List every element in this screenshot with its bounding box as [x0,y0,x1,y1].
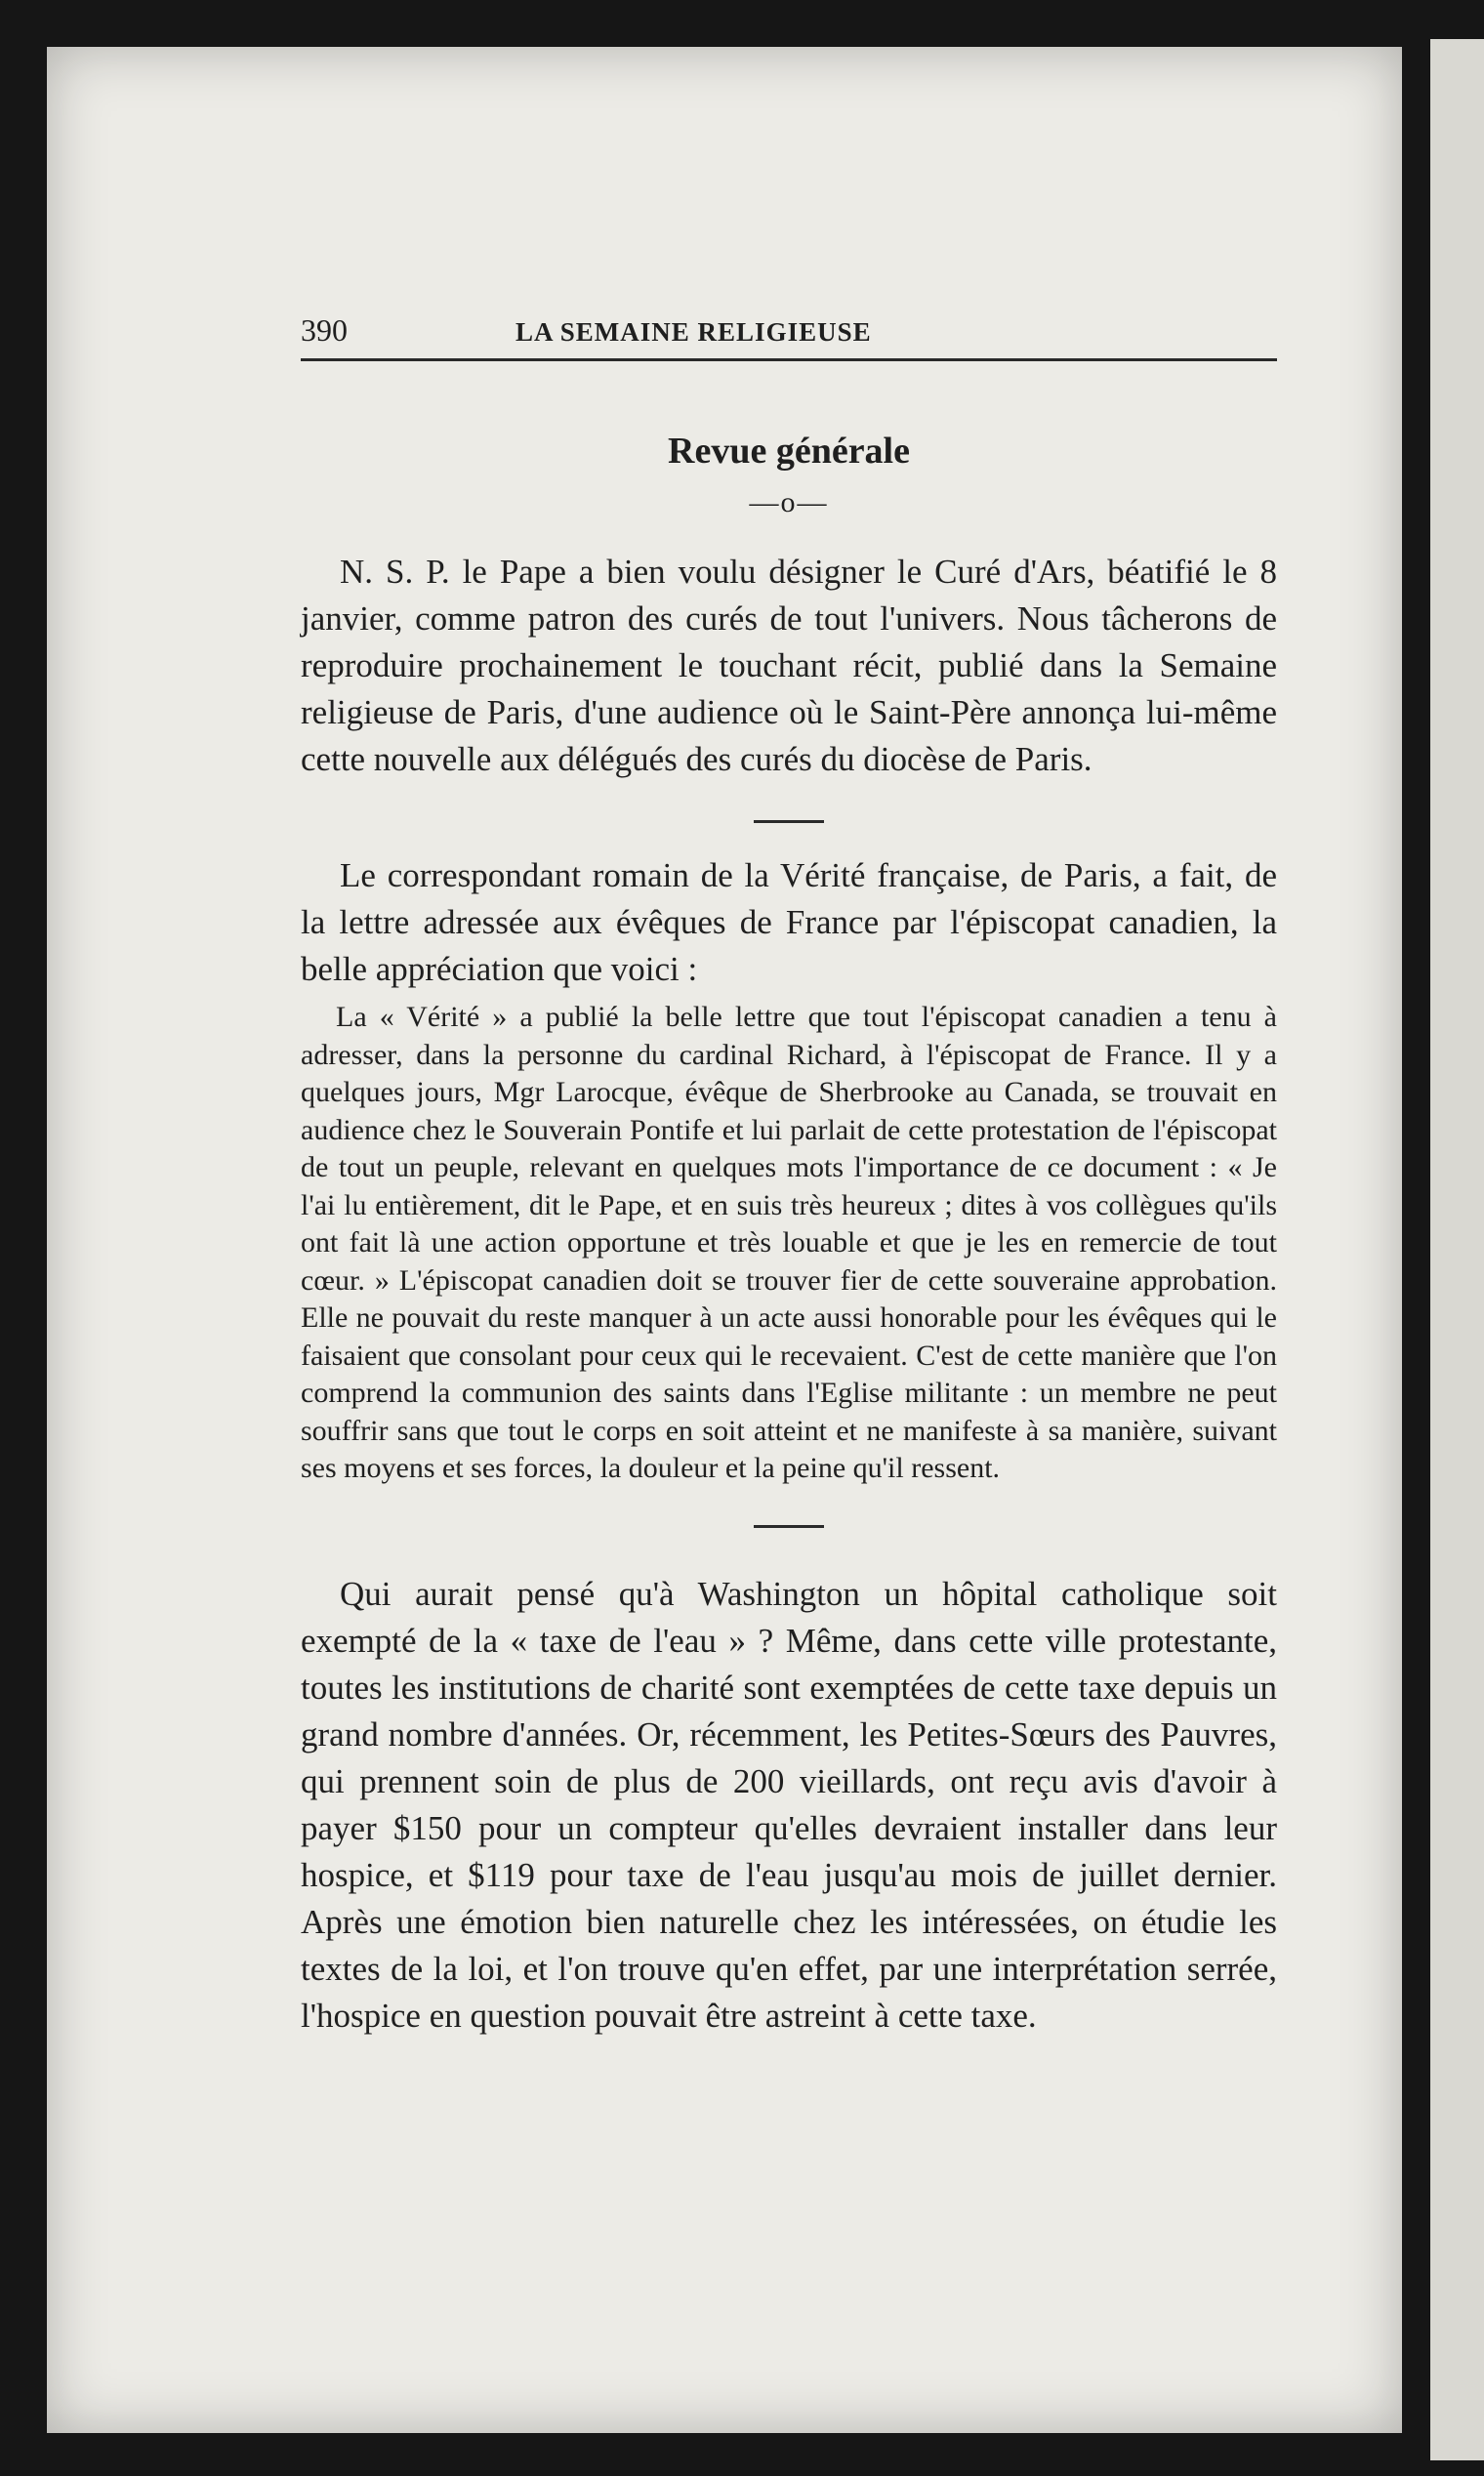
section-divider [754,820,824,823]
running-header [301,312,1277,361]
paragraph-washington-hospital: Qui aurait pensé qu'à Washington un hôpital catholique soit exempté de la « taxe de l'eau » ? Même, dans cette ville protestante, toutes les institutions de charité sont exemptées de cette taxe depuis un grand nombre d'années. Or, récemment, les Petites-Sœurs des Pauvres, qui prennent soin de plus de 200 vieillards, ont reçu avis d'avoir à payer $150 pour un compteur qu'elles devraient installer dans leur hospice, et $119 pour taxe de l'eau jusqu'au mois de juillet dernier. Après une émotion bien naturelle chez les intéressées, on étudie les textes de la loi, et l'on trouve qu'en effet, par une interprétation serrée, l'hospice en question pouvait être astreint à cette taxe. [301,1574,1277,2035]
section-divider [754,1525,824,1528]
paragraph-verite-francaise: Le correspondant romain de la Vérité française, de Paris, a fait, de la lettre adressée aux évêques de France par l'épiscopat canadien, la belle appréciation que voici : [301,856,1277,988]
section-title: Revue générale [668,431,910,472]
running-title: LA SEMAINE RELIGIEUSE [515,317,872,347]
quoted-passage: La « Vérité » a publié la belle lettre que tout l'épiscopat canadien a tenu à adresser, dans la personne du cardinal Richard, à l'épiscopat de France. Il y a quelques jours, Mgr Larocque, évêque de Sherbrooke au Canada, se trouvait en audience chez le Souverain Pontife et lui parlait de cette protestation de l'épiscopat de tout un peuple, relevant en quelques mots l'importance de ce document : « Je l'ai lu entièrement, dit le Pape, et en suis très heureux ; dites à vos collègues qu'ils ont fait là une action opportune et très louable et que je les en remercie de tout cœur. » L'épiscopat canadien doit se trouver fier de cette souveraine approbation. Elle ne pouvait du reste manquer à un acte aussi honorable pour les évêques qui le faisaient que consolant pour ceux qui le recevaient. C'est de cette manière que l'on comprend la communion des saints dans l'Eglise militante : un membre ne peut souffrir sans que tout le corps en soit atteint et ne manifeste à sa manière, suivant ses moyens et ses forces, la douleur et la peine qu'il ressent. [301,1001,1277,1484]
title-ornament: —o— [749,486,829,518]
page-number: 390 [301,312,348,348]
book-page [47,47,1402,2433]
page-content [301,312,1277,2040]
paragraph-cure-ars: N. S. P. le Pape a bien voulu désigner le Curé d'Ars, béatifié le 8 janvier, comme patron des curés de tout l'univers. Nous tâcherons de reproduire prochainement le touchant récit, publié dans la Semaine religieuse de Paris, d'une audience où le Saint-Père annonça lui-même cette nouvelle aux délégués des curés du diocèse de Paris. [301,553,1277,778]
adjacent-page-edge [1430,39,1484,2460]
